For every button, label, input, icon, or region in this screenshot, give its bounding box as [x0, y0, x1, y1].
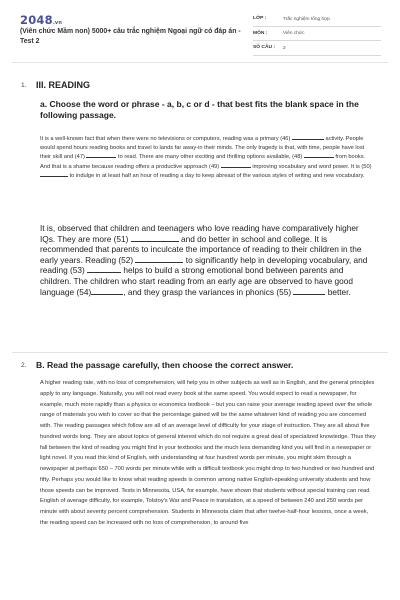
page-header: [0, 0, 400, 62]
passage-text: , and they grasp the variances in phonics (55): [123, 286, 294, 297]
passage-text: It is, observed that children and teenagers who love reading have comparatively higher IQs. They are more (51): [40, 223, 359, 244]
meta-value: Viên chức: [283, 31, 305, 36]
question-title: B. Read the passage carefully, then choose the correct answer.: [36, 360, 294, 370]
meta-value: Trắc nghiệm tổng hợp: [283, 16, 330, 22]
document-meta: [253, 14, 381, 58]
passage-text: helps to build a strong emotional bond between parents and children. The children who start reading from an early age are observed to have good language (54): [40, 265, 354, 297]
passage-text: improving vocabulary and word power. It is (50): [250, 163, 372, 170]
passage-text: better.: [325, 286, 351, 297]
blank-46[interactable]: [292, 134, 324, 140]
passage-text: to significantly help in developing vocabulary, and reading (53): [40, 254, 368, 276]
passage-text: activity. People would spend hours reading books and travel to lands far away-in their minds. The only tragedy is that, with time, people have lost their skill and (47): [40, 136, 365, 161]
meta-key: SỐ CÂU :: [253, 45, 276, 50]
blank-53[interactable]: [87, 265, 121, 273]
passage-text: It is a well-known fact that when there were no televisions or computers, reading was a primary (46): [40, 136, 292, 142]
passage-text: from books. And that is a shame because reading offers a productive approach (49): [40, 154, 366, 170]
meta-key: LỚP :: [253, 16, 267, 21]
header-divider: [12, 62, 388, 63]
meta-row-class: [253, 14, 381, 27]
passage-text: to read. There are many other exciting and thrilling options available, (48): [116, 154, 304, 161]
blank-52[interactable]: [135, 255, 183, 263]
meta-value: 2: [283, 45, 286, 51]
passage-text: to indulge in at least half an hour of reading a day to keep abreast of the various styles of writing and new vocabulary.: [68, 173, 365, 180]
question-number: 1.: [21, 82, 27, 89]
passage-text: and do better in school and college. It is recommended that parents to inculcate the importance of reading to their children in the early years. Reading (52): [40, 233, 362, 265]
blank-51[interactable]: [131, 234, 179, 242]
question-title: III. READING: [36, 80, 91, 90]
question-number: 2.: [21, 362, 27, 369]
question-instruction: a. Choose the word or phrase - a, b, c or d - that best fits the blank space in the following passage.: [40, 99, 359, 120]
meta-key: MÔN :: [253, 30, 268, 36]
document-title: (Viên chức Mầm non) 5000+ câu trắc nghiệm Ngoại ngữ có đáp án - Test 2: [20, 28, 241, 45]
blank-50[interactable]: [40, 171, 68, 177]
logo-text: 2048: [20, 13, 53, 27]
question-divider: [12, 352, 388, 353]
blank-55[interactable]: [293, 287, 325, 295]
meta-row-count: [253, 43, 381, 56]
reading-passage-b: [40, 223, 376, 297]
blank-47[interactable]: [86, 152, 116, 158]
logo-suffix: .vn: [52, 20, 63, 26]
blank-49[interactable]: [221, 162, 251, 168]
blank-54[interactable]: [91, 287, 123, 295]
meta-row-subject: [253, 29, 381, 42]
site-logo[interactable]: [20, 13, 62, 27]
reading-passage-a: [40, 134, 376, 181]
reading-passage: A higher reading rate, with no loss of comprehension, will help you in other subjects as well as in English, and the general principles apply to any language. Naturally, you will not read every book at the same speed. You would expect to read a newspaper, for example, much more rapidly than a physics or economics textbook – but you can raise your average reading speed over the whole range of materials you wish to cover so that the percentage gained will be the same whatever kind of reading you are concerned with. The reading passages which follow are all of an average level of difficulty for your stage of instruction. They are all about five hundred words long. They are about topics of general interest which do not require a great deal of specialized knowledge. Thus they fall between the kind of reading you might find in your textbooks and the much less demanding kind you will find in a newspaper or light novel. If you read this kind of English, with understanding at four hundred words per minute, you might skim through a newspaper at perhaps 650 – 700 words per minute while with a difficult textbook you might drop to two hundred or two hundred and fifty. Perhaps you would like to know what reading speeds is common among native English-speaking university students and how those speeds can be improved. Tests in Minnesota, USA, for example, have shown that students without special training can read English of average difficulty, for example, Tolstoy's War and Peace in translation, at a speed of between 240 and 250 words per minute with about seventy percent comprehension. Students in Minnesota claim that after twelve-half-hour lessons, once a week, the reading speed can be increased with no loss of comprehension, to around five: [40, 380, 376, 526]
blank-48[interactable]: [304, 152, 334, 158]
